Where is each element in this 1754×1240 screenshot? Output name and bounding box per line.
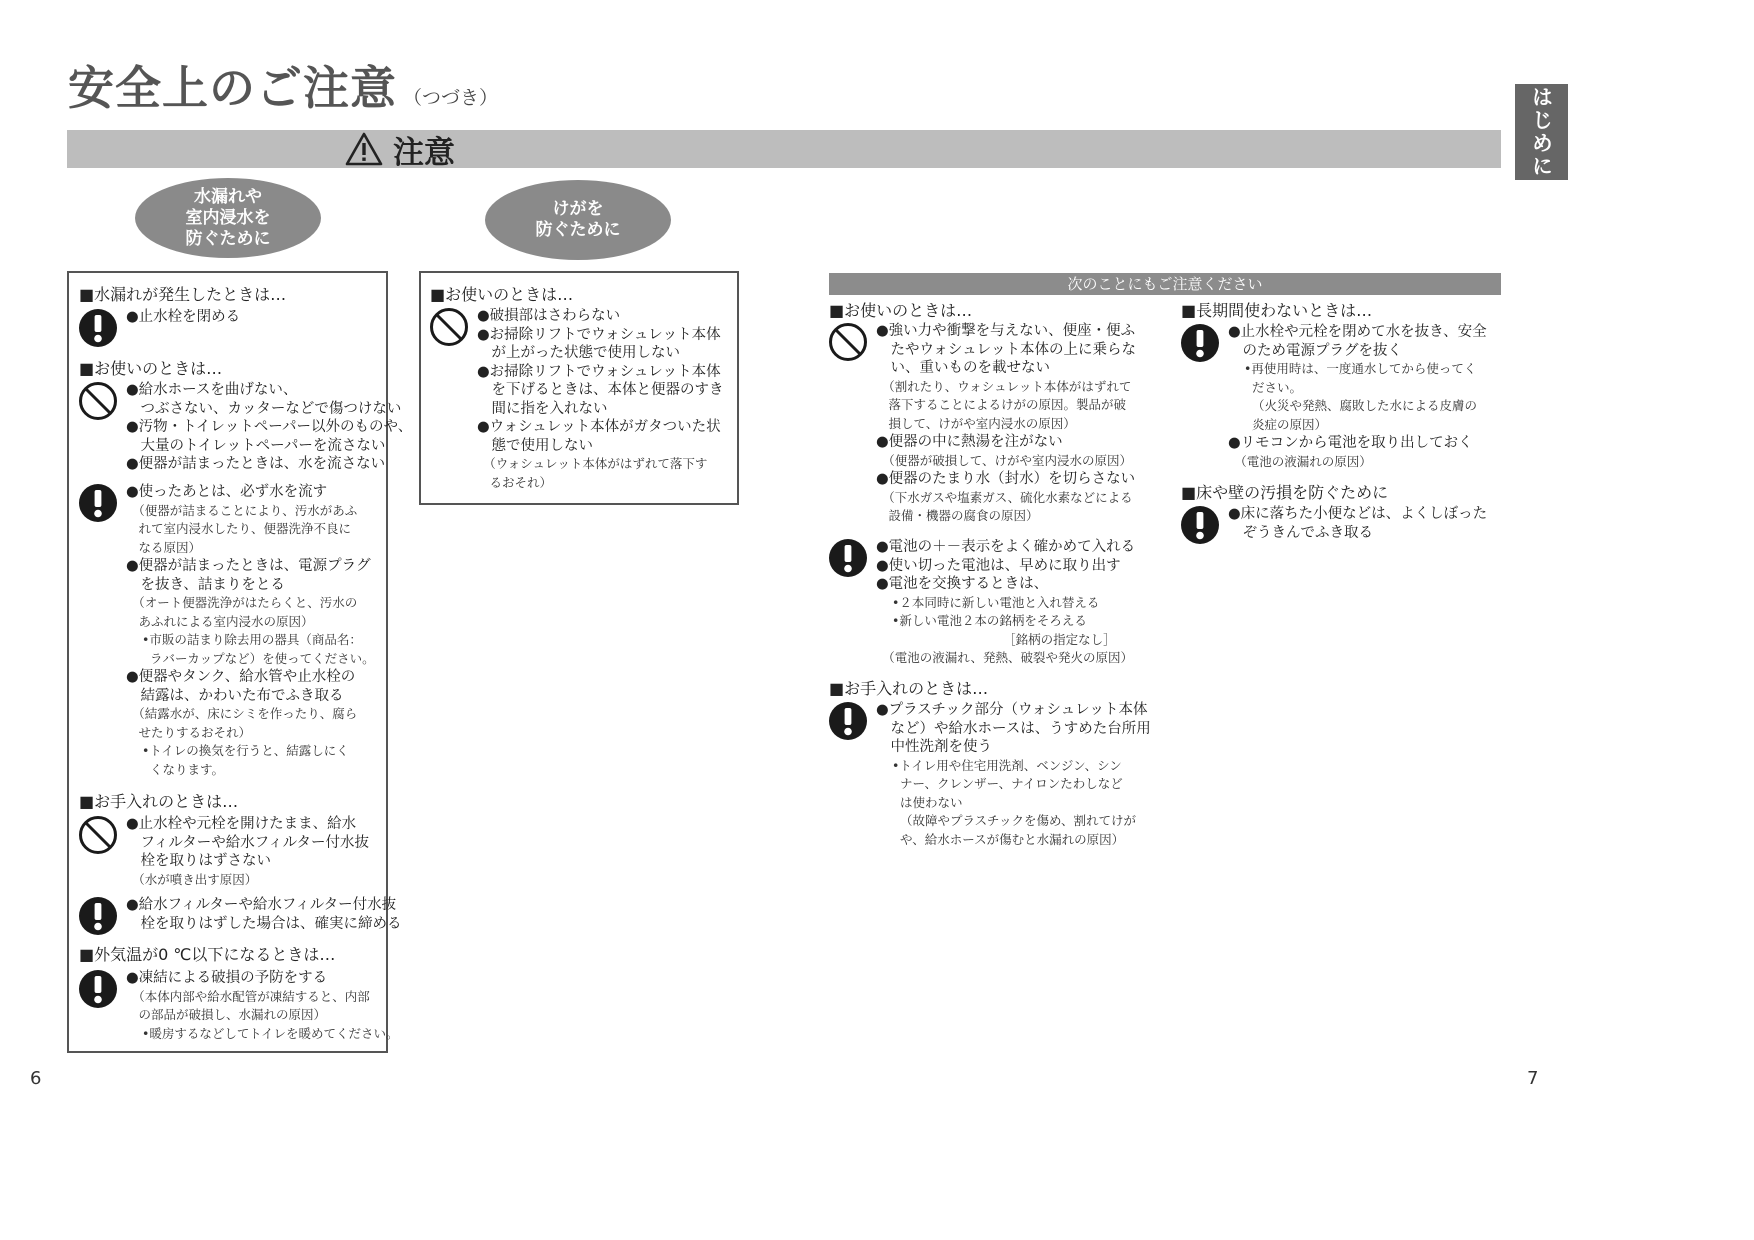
instruction-line: ●プラスチック部分（ウォシュレット本体 (876, 702, 1148, 718)
general-prohibit-block (828, 322, 1136, 526)
instruction-line: ●床に落ちた小便などは、よくしぼった (1228, 506, 1488, 522)
sub-note-line: くなります。 (142, 761, 224, 777)
instruction-line: ●強い力や衝撃を与えない、便座・便ふ (876, 323, 1136, 339)
instruction-line: が上がった状態で使用しない (477, 345, 680, 361)
note-line: （本体内部や給水配管が凍結すると、内部 (126, 988, 370, 1004)
sub-note-line: （火災や発熱、腐敗した水による皮膚の (1244, 398, 1477, 413)
care-must-block (78, 896, 402, 936)
mandatory-icon (1180, 505, 1220, 545)
mandatory-icon (828, 701, 868, 741)
page-number-right: 7 (1527, 1068, 1539, 1089)
care-prohibit-block (78, 815, 369, 889)
instruction-line: ●便器が詰まったときは、水を流さない (126, 456, 386, 472)
use-must-lines (126, 483, 375, 779)
instruction-line: ●使い切った電池は、早めに取り出す (876, 557, 1121, 574)
note-line: 損して、けがや室内浸水の原因） (876, 415, 1076, 431)
use-prohibit-block (78, 381, 412, 474)
instruction-line: 間に指を入れない (477, 400, 608, 417)
mandatory-icon (78, 896, 118, 936)
page-title (68, 52, 498, 118)
instruction-line: フィルターや給水フィルター付水抜 (126, 834, 370, 851)
section-heading-use: ■お使いのときは… (79, 359, 223, 378)
sub-note-line: 炎症の原因） (1244, 416, 1327, 432)
instruction-line: ●使ったあとは、必ず水を流す (126, 484, 328, 500)
instruction-line: のため電源プラグを抜く (1228, 342, 1402, 359)
instruction-line: つぶさない、カッターなどで傷つけない (126, 400, 402, 417)
note-line: （電池の液漏れの原因） (1228, 453, 1372, 469)
caution-heading (345, 131, 455, 171)
note-line: せたりするおそれ） (126, 724, 252, 740)
note-line: 落下することによるけがの原因。製品が破 (876, 397, 1127, 412)
general-care-must-block (828, 701, 1151, 849)
instruction-line: など）や給水ホースは、うすめた台所用 (876, 720, 1151, 737)
mandatory-icon (1180, 323, 1220, 363)
note-line: （ウォシュレット本体がはずれて落下す (477, 456, 708, 471)
side-tab: はじめに (1515, 84, 1568, 180)
note-line: （結露水が、床にシミを作ったり、腐ら (126, 706, 358, 721)
title-subtitle: （つづき） (403, 87, 499, 109)
instruction-line: を下げるときは、本体と便器のすき (477, 382, 724, 398)
note-line: れて室内浸水したり、便器洗浄不良に (126, 521, 352, 536)
instruction-line: ●リモコンから電池を取り出しておく (1228, 435, 1473, 451)
instruction-line: 大量のトイレットペーパーを流さない (126, 437, 386, 454)
instruction-line: ●お掃除リフトでウォシュレット本体 (477, 363, 721, 380)
instruction-line: ●止水栓や元栓を閉めて水を抜き、安全 (1228, 324, 1487, 340)
instruction-line: い、重いものを載せない (876, 360, 1050, 376)
caution-label: 注意 (393, 134, 455, 171)
note-line: の部品が破損し、水漏れの原因） (126, 1007, 327, 1022)
general-prohibit-lines (876, 322, 1136, 526)
care-prohibit-lines (126, 815, 369, 889)
section-heading-floor: ■床や壁の汚損を防ぐために (1181, 483, 1389, 502)
section-heading-leak: ■水漏れが発生したときは… (79, 285, 287, 304)
title-text: 安全上のご注意 (68, 61, 397, 115)
instruction-line: ●ウォシュレット本体がガタついた状 (477, 419, 721, 435)
instruction-line: 中性洗剤を使う (876, 739, 992, 755)
instruction-line: ぞうきんでふき取る (1228, 524, 1373, 541)
sub-note-line: •再使用時は、一度通水してから使ってく (1244, 361, 1477, 376)
warning-triangle-icon (345, 132, 383, 166)
floor-lines (1228, 505, 1487, 545)
general-care-must-lines (876, 701, 1151, 849)
note-line: （下水ガスや塩素ガス、硫化水素などによる (876, 489, 1133, 505)
instruction-line: たやウォシュレット本体の上に乗らな (876, 341, 1136, 358)
injury-prohibit-block (429, 307, 724, 492)
instruction-line: ●便器が詰まったときは、電源プラグ (126, 558, 371, 574)
battery-must-lines (876, 538, 1135, 668)
use-must-block (78, 483, 375, 779)
floor-must-block (1180, 505, 1487, 545)
instruction-line: ●給水フィルターや給水フィルター付水抜 (126, 897, 397, 913)
sub-note-line: ラバーカップなど）を使ってください。 (142, 650, 375, 666)
note-line: （オート便器洗浄がはたらくと、汚水の (126, 595, 358, 610)
note-line: るおそれ） (477, 474, 553, 490)
section-heading-care-general: ■お手入れのときは… (829, 679, 989, 698)
use-prohibit-lines (126, 381, 412, 474)
section-heading-use-general: ■お使いのときは… (829, 301, 973, 320)
sub-note-line: ナー、クレンザー、ナイロンたわしなど (892, 776, 1123, 791)
sub-note-line: ださい。 (1244, 379, 1302, 395)
sub-note-line: や、給水ホースが傷むと水漏れの原因） (892, 831, 1125, 847)
temp-must-block (78, 969, 399, 1043)
caution-banner (67, 130, 1501, 168)
instruction-line: ●汚物・トイレットペーパー以外のものや、 (126, 419, 413, 435)
instruction-line: ●便器の中に熱湯を注がない (876, 434, 1063, 450)
note-line: あふれによる室内浸水の原因） (126, 613, 314, 629)
sub-note-line: •トイレの換気を行うと、結露しにく (142, 743, 349, 758)
section-heading-temperature: ■外気温が0 ℃以下になるときは… (79, 945, 336, 964)
sub-note-line: •暖房するなどしてトイレを暖めてください。 (142, 1025, 399, 1041)
page-number-left: 6 (30, 1068, 42, 1089)
instruction-line: ●お掃除リフトでウォシュレット本体 (477, 326, 721, 343)
instruction-line: 栓を取りはずさない (126, 853, 271, 869)
sub-note-line: （故障やプラスチックを傷め、割れてけが (892, 813, 1136, 828)
mandatory-icon (78, 969, 118, 1009)
sub-note-line: •２本同時に新しい電池と入れ替える (892, 594, 1100, 610)
instruction-line: 栓を取りはずした場合は、確実に締める (126, 915, 402, 932)
sub-note-line: •トイレ用や住宅用洗剤、ベンジン、シン (892, 757, 1122, 773)
instruction-line: 結露は、かわいた布でふき取る (126, 687, 344, 704)
instruction-line: ●電池の＋－表示をよく確かめて入れる (876, 539, 1136, 555)
sub-note-line: •市販の詰まり除去用の器具（商品名： (142, 632, 362, 647)
note-line: （便器が詰まることにより、汚水があふ (126, 502, 358, 518)
note-line: （水が噴き出す原因） (126, 871, 258, 887)
additional-caution-banner: 次のことにもご注意ください (829, 273, 1501, 295)
instruction-line: ●給水ホースを曲げない、 (126, 382, 298, 398)
instruction-line: 態で使用しない (477, 437, 593, 454)
battery-must-block (828, 538, 1135, 668)
long-unused-lines (1228, 323, 1487, 471)
leak-instruction (78, 308, 240, 348)
temp-must-lines (126, 969, 399, 1043)
sub-note-line: は使わない (892, 794, 963, 810)
note-line: （割れたり、ウォシュレット本体がはずれて (876, 378, 1132, 394)
leak-lines (126, 308, 240, 348)
oval-injury: けがを 防ぐために (485, 180, 671, 260)
instruction-line: ●凍結による破損の予防をする (126, 970, 328, 986)
mandatory-icon (78, 483, 118, 523)
long-unused-must-block (1180, 323, 1487, 471)
instruction-line: ●破損部はさわらない (477, 308, 621, 324)
note-line: ［銘柄の指定なし］ (876, 631, 1116, 647)
sub-note-line: •新しい電池２本の銘柄をそろえる (892, 613, 1087, 628)
instruction-line: ●電池を交換するときは、 (876, 576, 1049, 592)
instruction-line: ●便器のたまり水（封水）を切らさない (876, 471, 1136, 487)
prohibition-icon (78, 381, 118, 421)
mandatory-icon (828, 538, 868, 578)
instruction-line: ●止水栓や元栓を開けたまま、給水 (126, 816, 357, 832)
prohibition-icon (429, 307, 469, 347)
injury-prohibit-lines (477, 307, 724, 492)
note-line: なる原因） (126, 539, 202, 555)
prohibition-icon (78, 815, 118, 855)
care-must-lines (126, 896, 402, 936)
note-line: 設備・機器の腐食の原因） (876, 508, 1039, 523)
section-heading-long-unused: ■長期間使わないときは… (1181, 301, 1373, 320)
note-line: （電池の液漏れ、発熱、破裂や発火の原因） (876, 650, 1134, 665)
section-heading-care: ■お手入れのときは… (79, 792, 239, 811)
instruction-line: ●止水栓を閉める (126, 309, 241, 325)
instruction-line: を抜き、詰まりをとる (126, 576, 285, 593)
oval-water-damage: 水漏れや 室内浸水を 防ぐために (135, 178, 321, 258)
prohibition-icon (828, 322, 868, 362)
mandatory-icon (78, 308, 118, 348)
note-line: （便器が破損して、けがや室内浸水の原因） (876, 452, 1133, 468)
instruction-line: ●便器やタンク、給水管や止水栓の (126, 669, 356, 685)
section-heading-use-injury: ■お使いのときは… (430, 285, 574, 304)
